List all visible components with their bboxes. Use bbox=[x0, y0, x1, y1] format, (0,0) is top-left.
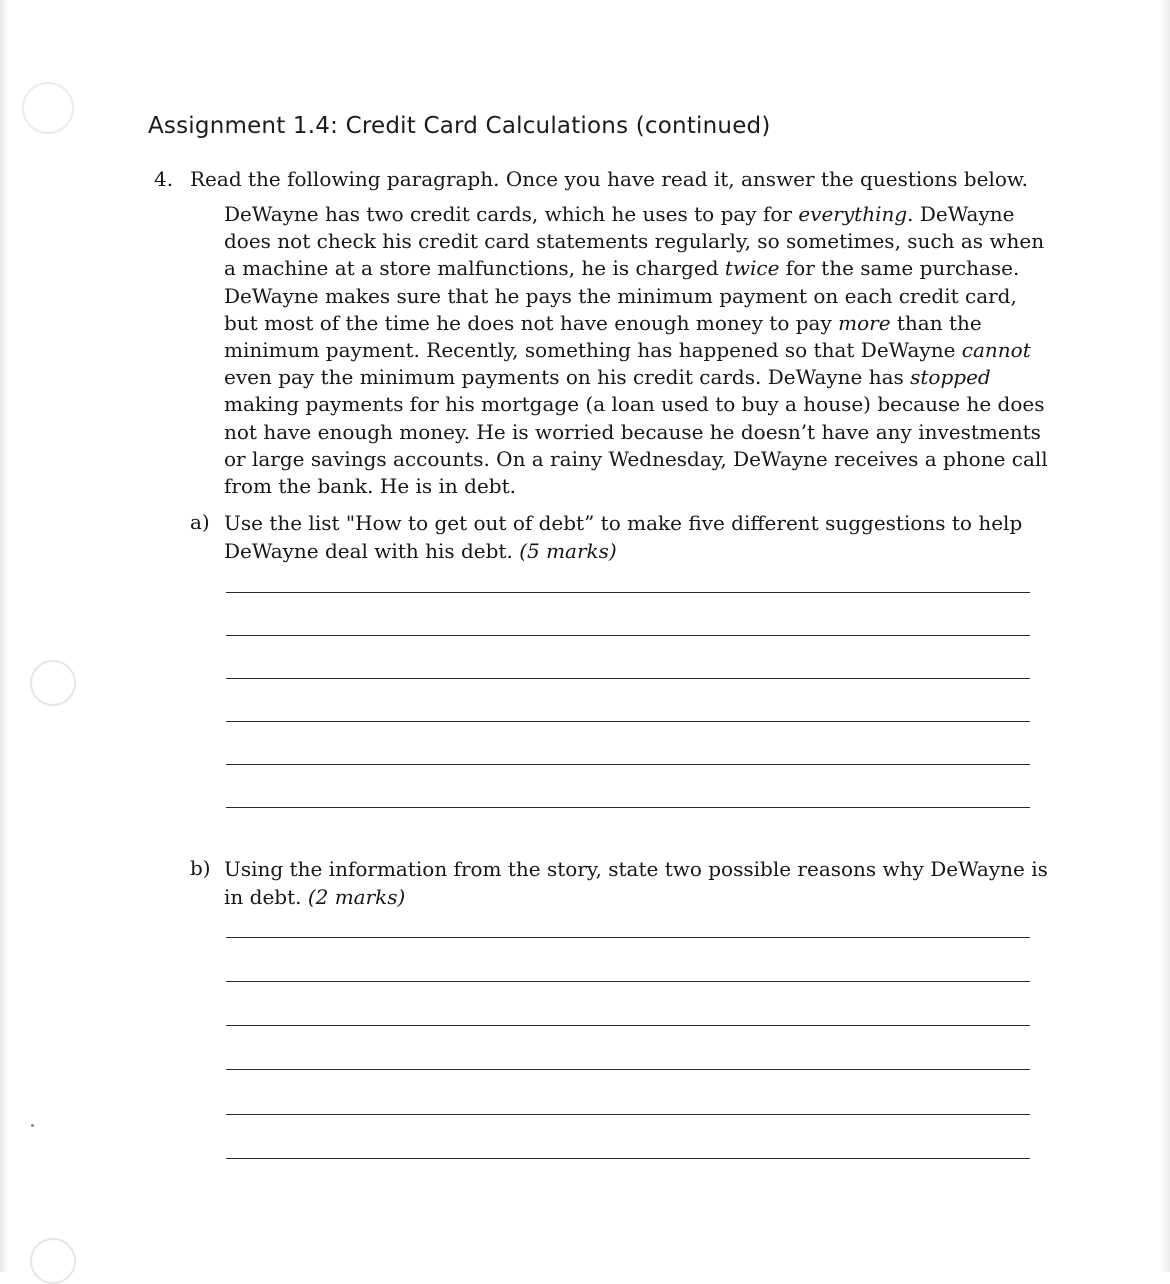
story-line bbox=[224, 419, 1054, 446]
part-b-answer-line[interactable] bbox=[226, 1114, 1030, 1115]
part-b-answer-line[interactable] bbox=[226, 1069, 1030, 1070]
part-a-answer-line[interactable] bbox=[226, 807, 1030, 808]
part-a-answer-line[interactable] bbox=[226, 592, 1030, 593]
binder-hole-bottom bbox=[30, 1238, 76, 1284]
part-a-line: Use the list "How to get out of debt” to make five different suggestions to help bbox=[224, 511, 1023, 535]
story-text: making payments for his mortgage (a loan used to buy a house) because he does bbox=[224, 392, 1045, 417]
question-intro: Read the following paragraph. Once you have read it, answer the questions below. bbox=[190, 167, 1028, 191]
part-b-line bbox=[224, 884, 1048, 912]
part-a-answer-line[interactable] bbox=[226, 678, 1030, 679]
part-a-answer-line[interactable] bbox=[226, 721, 1030, 722]
story-text: a machine at a store malfunctions, he is charged bbox=[224, 256, 725, 281]
page-edge-right bbox=[1160, 0, 1170, 1272]
part-a-text: DeWayne deal with his debt. bbox=[224, 538, 520, 563]
question-number: 4. bbox=[154, 167, 174, 191]
story-line bbox=[224, 446, 1054, 473]
part-b-label: b) bbox=[190, 856, 211, 880]
page-title: Assignment 1.4: Credit Card Calculations (continued) bbox=[148, 113, 771, 139]
story-line bbox=[224, 391, 1054, 418]
part-b-line: Using the information from the story, state two possible reasons why DeWayne is bbox=[224, 857, 1048, 881]
story-emphasis: twice bbox=[724, 256, 780, 281]
part-b-answer-line[interactable] bbox=[226, 981, 1030, 982]
story-emphasis: cannot bbox=[961, 338, 1031, 363]
story-text: DeWayne makes sure that he pays the minimum payment on each credit card, bbox=[224, 283, 1017, 308]
story-text: minimum payment. Recently, something has happened so that DeWayne bbox=[224, 338, 962, 363]
part-a-line bbox=[224, 538, 1022, 566]
story-text: not have enough money. He is worried because he doesn’t have any investments bbox=[224, 419, 1041, 444]
part-b-answer-line[interactable] bbox=[226, 1025, 1030, 1026]
story-line bbox=[224, 310, 1054, 337]
part-a-marks: (5 marks) bbox=[519, 538, 617, 563]
part-b-answer-line[interactable] bbox=[226, 1158, 1030, 1159]
part-b-text: in debt. bbox=[224, 884, 308, 909]
story-line bbox=[224, 364, 1054, 391]
part-a-prompt bbox=[224, 510, 1022, 565]
story-line bbox=[224, 473, 1054, 500]
story-emphasis: more bbox=[838, 310, 891, 335]
part-a-label: a) bbox=[190, 510, 210, 534]
page-edge-left bbox=[0, 0, 9, 1272]
story-text: or large savings accounts. On a rainy Wednesday, DeWayne receives a phone call bbox=[224, 446, 1048, 471]
story-line bbox=[224, 255, 1054, 282]
story-text: from the bank. He is in debt. bbox=[224, 474, 517, 499]
story-text: does not check his credit card statements regularly, so sometimes, such as when bbox=[224, 229, 1045, 254]
story-emphasis: stopped bbox=[910, 365, 991, 390]
story-line bbox=[224, 337, 1054, 364]
story-line bbox=[224, 228, 1054, 255]
part-b-answer-line[interactable] bbox=[226, 937, 1030, 938]
story-text: DeWayne has two credit cards, which he uses to pay for bbox=[224, 202, 799, 226]
story-line bbox=[224, 201, 1054, 228]
story-paragraph bbox=[224, 201, 1054, 500]
scan-speck bbox=[31, 1124, 34, 1127]
part-a-answer-line[interactable] bbox=[226, 764, 1030, 765]
story-emphasis: everything bbox=[798, 202, 908, 226]
story-text: for the same purchase. bbox=[779, 256, 1020, 281]
story-text: but most of the time he does not have enough money to pay bbox=[224, 310, 839, 335]
binder-hole-middle bbox=[30, 660, 76, 706]
story-text: even pay the minimum payments on his credit cards. DeWayne has bbox=[224, 365, 911, 390]
part-b-prompt bbox=[224, 856, 1048, 911]
story-text: than the bbox=[890, 310, 982, 335]
part-b-marks: (2 marks) bbox=[307, 884, 406, 909]
binder-hole-top bbox=[22, 82, 74, 134]
story-line bbox=[224, 283, 1054, 310]
part-a-answer-line[interactable] bbox=[226, 635, 1030, 636]
story-text: . DeWayne bbox=[907, 202, 1015, 226]
